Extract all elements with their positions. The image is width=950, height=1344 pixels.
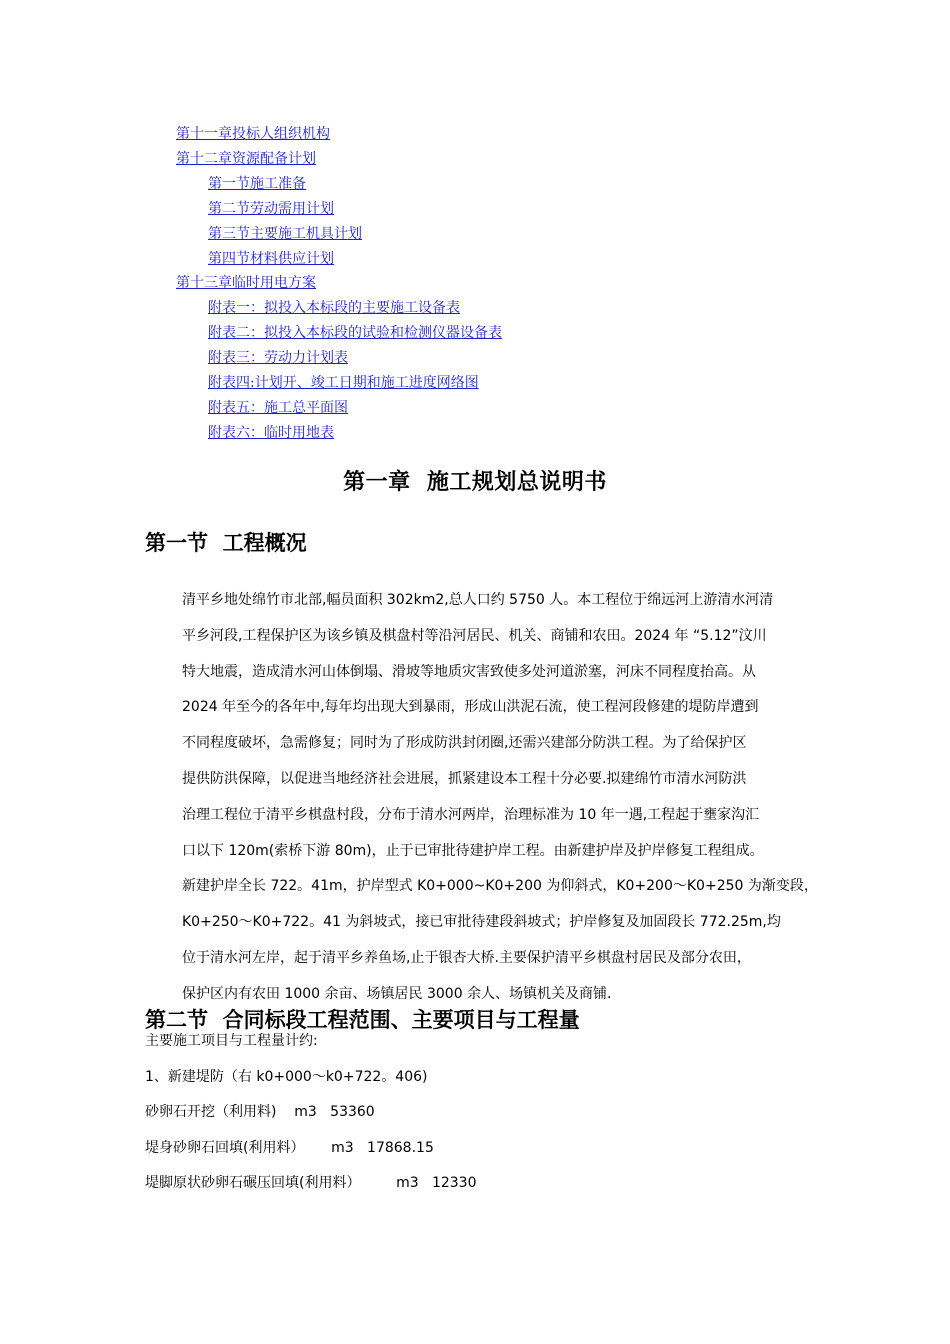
toc-link[interactable]: 第一节施工准备 [208, 175, 306, 192]
toc-link[interactable]: 附表六：临时用地表 [208, 424, 334, 441]
toc-link[interactable]: 第十一章投标人组织机构 [176, 126, 330, 142]
toc-link[interactable]: 附表一：拟投入本标段的主要施工设备表 [208, 300, 460, 317]
paragraph-line: 新建护岸全长 722。41m，护岸型式 K0+000~K0+200 为仰斜式，K0+200～K0+250 为渐变段， [182, 878, 818, 895]
toc-link[interactable]: 附表四:计划开、竣工日期和施工进度网络图 [208, 375, 479, 391]
paragraph-line: 特大地震，造成清水河山体倒塌、滑坡等地质灾害致使多处河道淤塞，河床不同程度抬高。从 [182, 663, 756, 680]
paragraph-line: 平乡河段,工程保护区为该乡镇及棋盘村等沿河居民、机关、商铺和农田。2024 年 “5.12”汶川 [182, 627, 767, 644]
paragraph-line: 口以下 120m(索桥下游 80m)，止于已审批待建护岸工程。由新建护岸及护岸修复工程组成。 [182, 842, 764, 859]
section-2-title: 第二节 合同标段工程范围、主要项目与工程量 [145, 1008, 580, 1032]
paragraph-line: 治理工程位于清平乡棋盘村段，分布于清水河两岸，治理标准为 10 年一遇,工程起于壅家沟汇 [182, 806, 760, 823]
paragraph-line: 提供防洪保障，以促进当地经济社会进展，抓紧建设本工程十分必要.拟建绵竹市清水河防洪 [182, 770, 747, 787]
toc-link[interactable]: 第三节主要施工机具计划 [208, 225, 362, 242]
quantity-line: 砂卵石开挖（利用料) m3 53360 [145, 1104, 375, 1120]
toc-link[interactable]: 附表五：施工总平面图 [208, 399, 348, 416]
section-2-body [145, 1024, 845, 1202]
toc-link[interactable]: 第十三章临时用电方案 [176, 275, 316, 292]
toc-link[interactable]: 附表三：劳动力计划表 [208, 350, 348, 367]
quantity-line: 堤脚原状砂卵石碾压回填(利用料） m3 12330 [145, 1175, 477, 1191]
section-1-title: 第一节 工程概况 [145, 531, 307, 555]
toc-link[interactable]: 第十二章资源配备计划 [176, 150, 316, 167]
paragraph-line: 清平乡地处绵竹市北部,幅员面积 302km2,总人口约 5750 人。本工程位于绵远河上游清水河清 [182, 592, 774, 608]
toc-link[interactable]: 第四节材料供应计划 [208, 250, 334, 267]
paragraph-line: 保护区内有农田 1000 余亩、场镇居民 3000 余人、场镇机关及商铺. [182, 985, 612, 1002]
quantity-line: 1、新建堤防（右 k0+000～k0+722。406) [145, 1068, 428, 1085]
toc-link[interactable]: 第二节劳动需用计划 [208, 200, 334, 217]
toc-link[interactable]: 附表二：拟投入本标段的试验和检测仪器设备表 [208, 325, 502, 342]
paragraph-line: 不同程度破坏，急需修复；同时为了形成防洪封闭圈,还需兴建部分防洪工程。为了给保护区 [182, 735, 747, 752]
paragraph-line: 位于清水河左岸，起于清平乡养鱼场,止于银杏大桥.主要保护清平乡棋盘村居民及部分农田， [182, 949, 751, 966]
section-1-body [182, 583, 842, 1013]
chapter-title: 第一章 施工规划总说明书 [343, 470, 607, 495]
paragraph-line: K0+250～K0+722。41 为斜坡式，接已审批待建段斜坡式；护岸修复及加固段长 772.25m,均 [182, 914, 781, 931]
paragraph-line: 2024 年至今的各年中,每年均出现大到暴雨，形成山洪泥石流，使工程河段修建的堤防岸遭到 [182, 699, 759, 716]
quantity-line: 主要施工项目与工程量计约: [145, 1033, 318, 1049]
quantity-line: 堤身砂卵石回填(利用料） m3 17868.15 [145, 1139, 434, 1156]
